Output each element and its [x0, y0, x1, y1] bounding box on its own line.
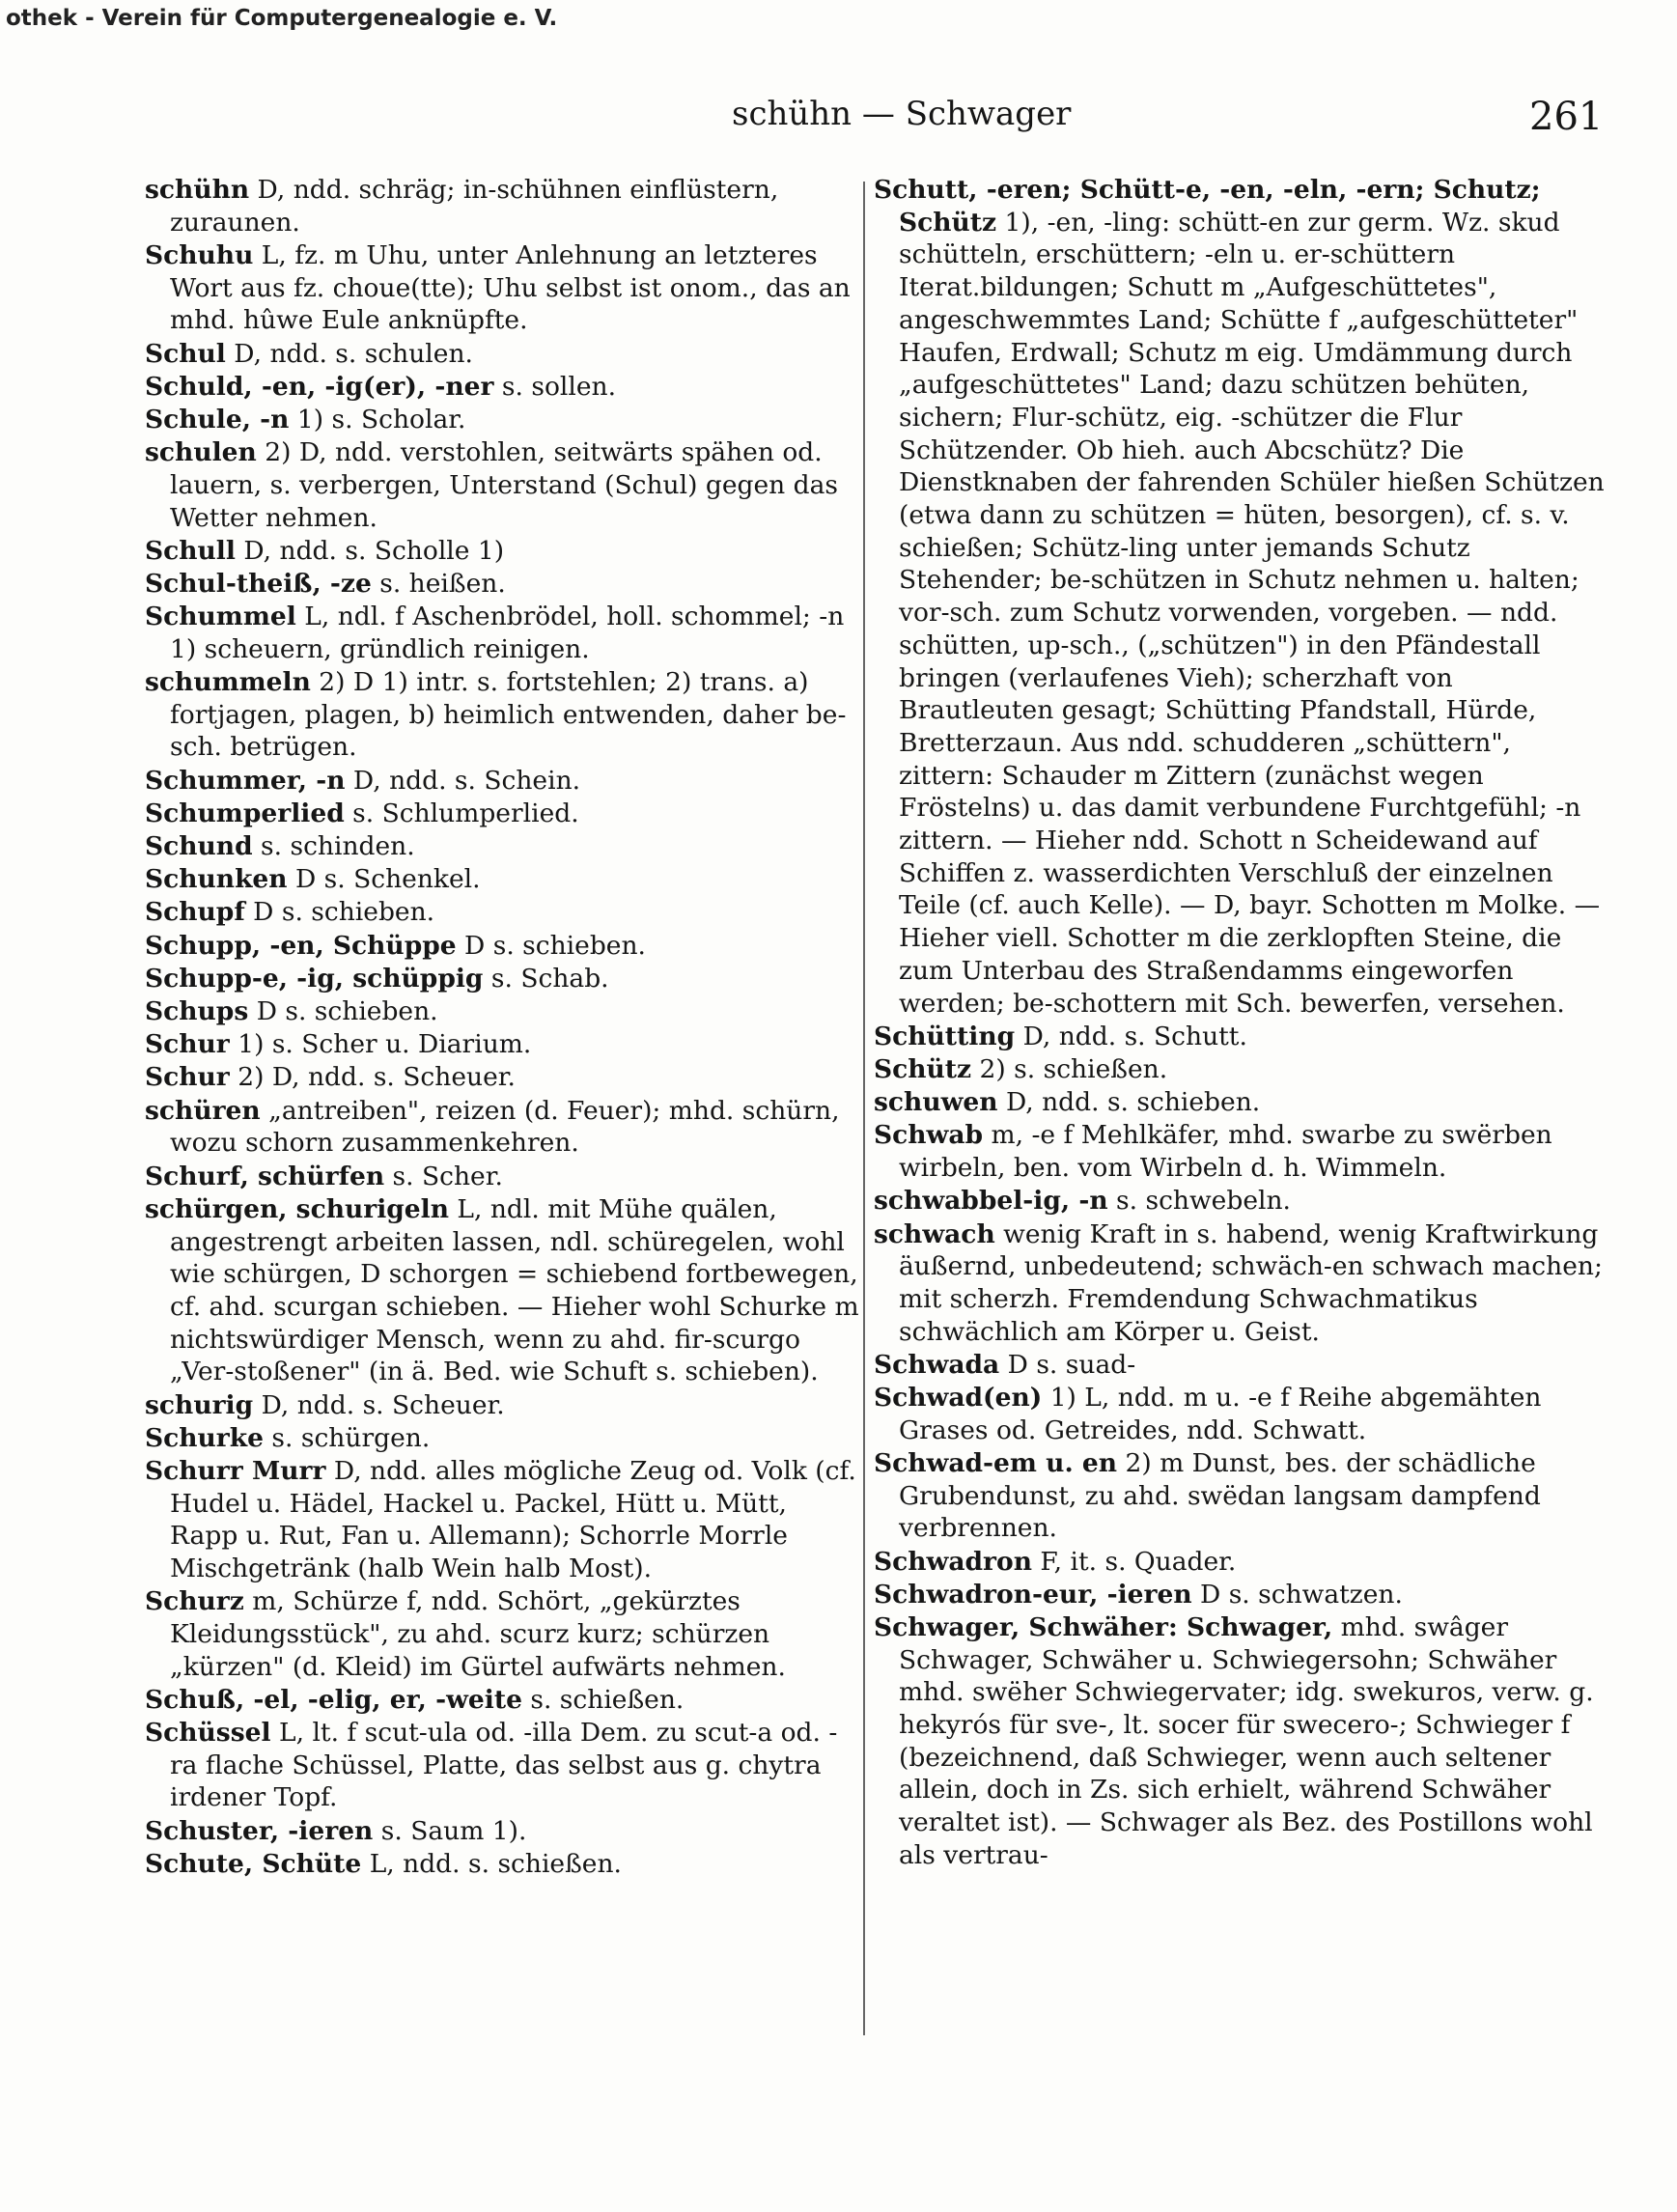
entry-text: L, ndl. mit Mühe quälen, angestrengt arbeiten lassen, ndl. schüregelen, wohl wie schürgen, D schorgen = schiebend fortbewegen, cf. ahd. scurgan schieben. — Hieher wohl Schurke m nichtswürdiger Mensch, wenn zu ahd. fir-scurgo „Ver-stoßener" (in ä. Bed. wie Schuft s. schieben). [170, 1193, 859, 1387]
entry-text: mhd. swâger Schwager, Schwäher u. Schwiegersohn; Schwäher mhd. swëher Schwiegervater; idg. swekuros, verw. g. hekyrós für sve-, lt. socer für swecero-; Schwieger f (bezeichnend, daß Schwieger, wenn auch seltener allein, doch in Zs. sich erhielt, während Schwäher veraltet ist). — Schwager als Bez. des Postillons wohl als vertrau- [899, 1611, 1594, 1870]
dictionary-entry [145, 1717, 859, 1814]
entry-text: D, ndd. s. Scholle 1) [235, 535, 505, 566]
entry-headword: Schwadron [874, 1546, 1032, 1577]
entry-headword: Schurr Murr [145, 1455, 326, 1486]
entry-text: D s. Schenkel. [287, 864, 481, 895]
entry-text: s. Saum 1). [373, 1815, 527, 1846]
running-title: schühn — Schwager [732, 95, 1072, 133]
entry-headword: schwabbel-ig, -n [874, 1186, 1108, 1217]
entry-text: 2) D, ndd. s. Scheuer. [229, 1062, 516, 1093]
entry-text: D s. schwatzen. [1191, 1579, 1403, 1610]
entry-text: D, ndd. s. schulen. [225, 338, 473, 369]
dictionary-entry [145, 963, 859, 995]
entry-text: m, Schürze f, ndd. Schört, „gekürztes Kleidungsstück", zu ahd. scurz kurz; schürzen „kürzen" (d. Kleid) im Gürtel aufwärts nehmen. [170, 1586, 786, 1682]
dictionary-entry [145, 338, 859, 371]
dictionary-entry [145, 995, 859, 1028]
dictionary-entry [145, 174, 859, 238]
dictionary-entry [874, 1382, 1605, 1446]
entry-headword: schurig [145, 1389, 254, 1420]
dictionary-entry [145, 1585, 859, 1683]
entry-text: s. Scher. [384, 1161, 503, 1191]
entry-headword: Schwad(en) [874, 1383, 1043, 1414]
dictionary-entry [874, 1053, 1605, 1086]
entry-headword: Schwager, Schwäher: Schwager, [874, 1611, 1333, 1642]
dictionary-entry [145, 371, 859, 404]
entry-text: 2) D, ndd. verstohlen, seitwärts spähen od. lauern, s. verbergen, Unterstand (Schul) gegen das Wetter nehmen. [170, 437, 839, 533]
entry-headword: Schurf, schürfen [145, 1161, 385, 1191]
entry-text: s. schießen. [521, 1684, 685, 1715]
entry-headword: Schurke [145, 1422, 264, 1453]
page-number: 261 [1529, 95, 1604, 139]
entry-headword: Schunken [145, 864, 288, 895]
entry-headword: Schull [145, 535, 236, 566]
entry-text: L, fz. m Uhu, unter Anlehnung an letzteres Wort aus fz. choue(tte); Uhu selbst ist onom., das an mhd. hûwe Eule anknüpfte. [170, 239, 851, 336]
entry-text: F, it. s. Quader. [1031, 1546, 1237, 1577]
entry-headword: schulen [145, 437, 257, 468]
entry-text: s. schwebeln. [1107, 1186, 1291, 1217]
entry-headword: Schul [145, 338, 226, 369]
dictionary-entry [145, 1848, 859, 1881]
entry-text: 1) s. Scholar. [289, 404, 466, 434]
dictionary-entry [874, 1579, 1605, 1611]
dictionary-entry [145, 798, 859, 830]
dictionary-entry [145, 765, 859, 798]
entry-headword: Schuster, -ieren [145, 1815, 374, 1846]
entry-headword: schürgen, schurigeln [145, 1193, 449, 1224]
column-divider [863, 182, 865, 2035]
entry-text: wenig Kraft in s. habend, wenig Kraftwirkung äußernd, unbedeutend; schwäch-en schwach machen; mit scherzh. Fremdendung Schwachmatikus schwächlich am Körper u. Geist. [899, 1218, 1603, 1347]
entry-headword: Schütting [874, 1021, 1016, 1051]
entry-headword: Schuhu [145, 239, 254, 270]
entry-text: L, lt. f scut-ula od. -illa Dem. zu scut-a od. -ra flache Schüssel, Platte, das selbst aus g. chytra irdener Topf. [170, 1718, 838, 1813]
dictionary-entry [874, 1185, 1605, 1218]
entry-text: s. Schlumperlied. [344, 798, 579, 828]
entry-text: D, ndd. s. Scheuer. [253, 1389, 505, 1420]
entry-headword: Schüssel [145, 1718, 271, 1749]
entry-text: D, ndd. schräg; in-schühnen einflüstern, zuraunen. [170, 175, 779, 238]
entry-text: m, -e f Mehlkäfer, mhd. swarbe zu swërben wirbeln, ben. vom Wirbeln d. h. Wimmeln. [899, 1120, 1552, 1184]
dictionary-entry [145, 1061, 859, 1094]
entry-headword: Schur [145, 1062, 230, 1093]
entry-text: 2) D 1) intr. s. fortstehlen; 2) trans. a) fortjagen, plagen, b) heimlich entwenden, daher be-sch. betrügen. [170, 667, 847, 763]
entry-headword: schwach [874, 1218, 995, 1249]
entry-headword: schüren [145, 1095, 261, 1126]
entry-text: D, ndd. alles mögliche Zeug od. Volk (cf. Hudel u. Hädel, Hackel u. Packel, Hütt u. Mütt, Rapp u. Rut, Fan u. Allemann); Schorrle Morrle Mischgetränk (halb Wein halb Most). [170, 1455, 856, 1584]
dictionary-entry [874, 1119, 1605, 1184]
entry-headword: Schwad-em u. en [874, 1447, 1118, 1478]
entry-text: D s. suad- [999, 1349, 1136, 1380]
entry-text: D, ndd. s. schieben. [997, 1087, 1261, 1118]
dictionary-entry [145, 830, 859, 863]
entry-text: 2) s. schießen. [971, 1053, 1168, 1084]
entry-text: s. Schab. [483, 963, 609, 994]
entry-headword: Schur [145, 1029, 230, 1060]
dictionary-entry [145, 601, 859, 665]
dictionary-entry [145, 1161, 859, 1193]
dictionary-entry [145, 436, 859, 534]
entry-headword: Schul-theiß, -ze [145, 568, 372, 599]
entry-text: D s. schieben. [248, 996, 438, 1027]
dictionary-entry [874, 174, 1605, 1020]
dictionary-entry [874, 1447, 1605, 1545]
dictionary-entry [145, 1028, 859, 1061]
right-column [874, 174, 1605, 1872]
entry-headword: Schule, -n [145, 404, 290, 434]
dictionary-entry [874, 1086, 1605, 1119]
entry-headword: Schupf [145, 897, 245, 928]
dictionary-entry [145, 1193, 859, 1388]
entry-text: D s. schieben. [456, 930, 646, 961]
entry-headword: Schuß, -el, -elig, er, -weite [145, 1684, 522, 1715]
running-head [0, 95, 1677, 141]
dictionary-entry [145, 1455, 859, 1585]
dictionary-entry [145, 1684, 859, 1717]
entry-headword: Schund [145, 831, 253, 862]
dictionary-entry [145, 239, 859, 337]
entry-headword: Schwab [874, 1120, 984, 1151]
entry-text: s. schürgen. [264, 1422, 431, 1453]
dictionary-entry [145, 863, 859, 896]
entry-text: 1) s. Scher u. Diarium. [229, 1029, 532, 1060]
dictionary-entry [145, 666, 859, 764]
entry-text: L, ndd. s. schießen. [361, 1848, 622, 1879]
left-column [145, 174, 859, 1881]
entry-text: „antreiben", reizen (d. Feuer); mhd. schürn, wozu schorn zusammenkehren. [170, 1095, 840, 1159]
entry-headword: Schummel [145, 602, 296, 632]
entry-text: 1), -en, -ling: schütt-en zur germ. Wz. skud schütteln, erschüttern; -eln u. er-schüttern Iterat.bildungen; Schutt m „Aufgeschüttetes", angeschwemmtes Land; Schütte f „aufgeschütteter" Haufen, Erdwall; Schutz m eig. Umdämmung durch „aufgeschüttetes" Land; dazu schützen behüten, sichern; Flur-schütz, eig. -schützer die Flur Schützender. Ob hieh. auch Abcschütz? Die Dienstknaben der fahrenden Schüler hießen Schützen (etwa dann zu schützen = hüten, besorgen), cf. s. v. schießen; Schütz-ling unter jemands Schutz Stehender; be-schützen in Schutz nehmen u. halten; vor-sch. zum Schutz vorwenden, vorgeben. — ndd. schütten, up-sch., („schützen") in den Pfändestall bringen (verlaufenes Vieh); scherzhaft von Brautleuten gesagt; Schütting Pfandstall, Hürde, Bretterzaun. Aus ndd. schudderen „schüttern", zittern: Schauder m Zittern (zunächst wegen Fröstelns) u. das damit verbundene Furchtgefühl; -n zittern. — Hieher ndd. Schott n Scheidewand auf Schiffen z. wasserdichten Verschluß der einzelnen Teile (cf. auch Kelle). — D, bayr. Schotten m Molke. — Hieher viell. Schotter m die zerklopften Steine, die zum Unterbau des Straßendamms eingeworfen werden; be-schottern mit Sch. bewerfen, versehen. [899, 207, 1605, 1019]
entry-text: D, ndd. s. Schutt. [1015, 1021, 1247, 1051]
entry-text: s. heißen. [371, 568, 506, 599]
dictionary-entry [145, 896, 859, 929]
entry-headword: Schurz [145, 1586, 244, 1617]
dictionary-entry [874, 1349, 1605, 1382]
entry-headword: Schumperlied [145, 798, 345, 828]
entry-headword: Schwada [874, 1349, 1000, 1380]
dictionary-entry [145, 535, 859, 568]
entry-text: 2) m Dunst, bes. der schädliche Grubendunst, zu ahd. swëdan langsam dampfend verbrennen. [899, 1447, 1541, 1544]
entry-headword: Schutt, -eren; Schütt-e, -en, -eln, -ern; Schutz; Schütz [874, 175, 1541, 238]
entry-headword: Schwadron-eur, -ieren [874, 1579, 1192, 1610]
dictionary-entry [874, 1611, 1605, 1872]
entry-headword: Schummer, -n [145, 765, 346, 796]
dictionary-entry [145, 1422, 859, 1455]
entry-headword: Schupp-e, -ig, schüppig [145, 963, 484, 994]
dictionary-entry [145, 1815, 859, 1848]
entry-text: L, ndl. f Aschenbrödel, holl. schommel; -n 1) scheuern, gründlich reinigen. [170, 602, 845, 664]
dictionary-entry [874, 1021, 1605, 1053]
entry-headword: Schups [145, 996, 249, 1027]
entry-headword: Schupp, -en, Schüppe [145, 930, 457, 961]
watermark: othek - Verein für Computergenealogie e. V. [6, 6, 558, 31]
dictionary-entry [145, 930, 859, 963]
entry-headword: schühn [145, 175, 250, 205]
dictionary-entry [145, 1095, 859, 1160]
entry-text: s. schinden. [252, 831, 415, 862]
entry-text: s. sollen. [493, 371, 617, 402]
entry-text: 1) L, ndd. m u. -e f Reihe abgemähten Grases od. Getreides, ndd. Schwatt. [899, 1383, 1542, 1445]
dictionary-entry [145, 1389, 859, 1422]
dictionary-entry [145, 404, 859, 436]
dictionary-entry [145, 568, 859, 601]
entry-text: D, ndd. s. Schein. [345, 765, 581, 796]
dictionary-entry [874, 1546, 1605, 1579]
dictionary-entry [874, 1218, 1605, 1349]
entry-headword: Schütz [874, 1053, 972, 1084]
entry-headword: Schuld, -en, -ig(er), -ner [145, 371, 494, 402]
entry-text: D s. schieben. [244, 897, 435, 928]
entry-headword: schummeln [145, 667, 311, 698]
entry-headword: Schute, Schüte [145, 1848, 362, 1879]
entry-headword: schuwen [874, 1087, 998, 1118]
